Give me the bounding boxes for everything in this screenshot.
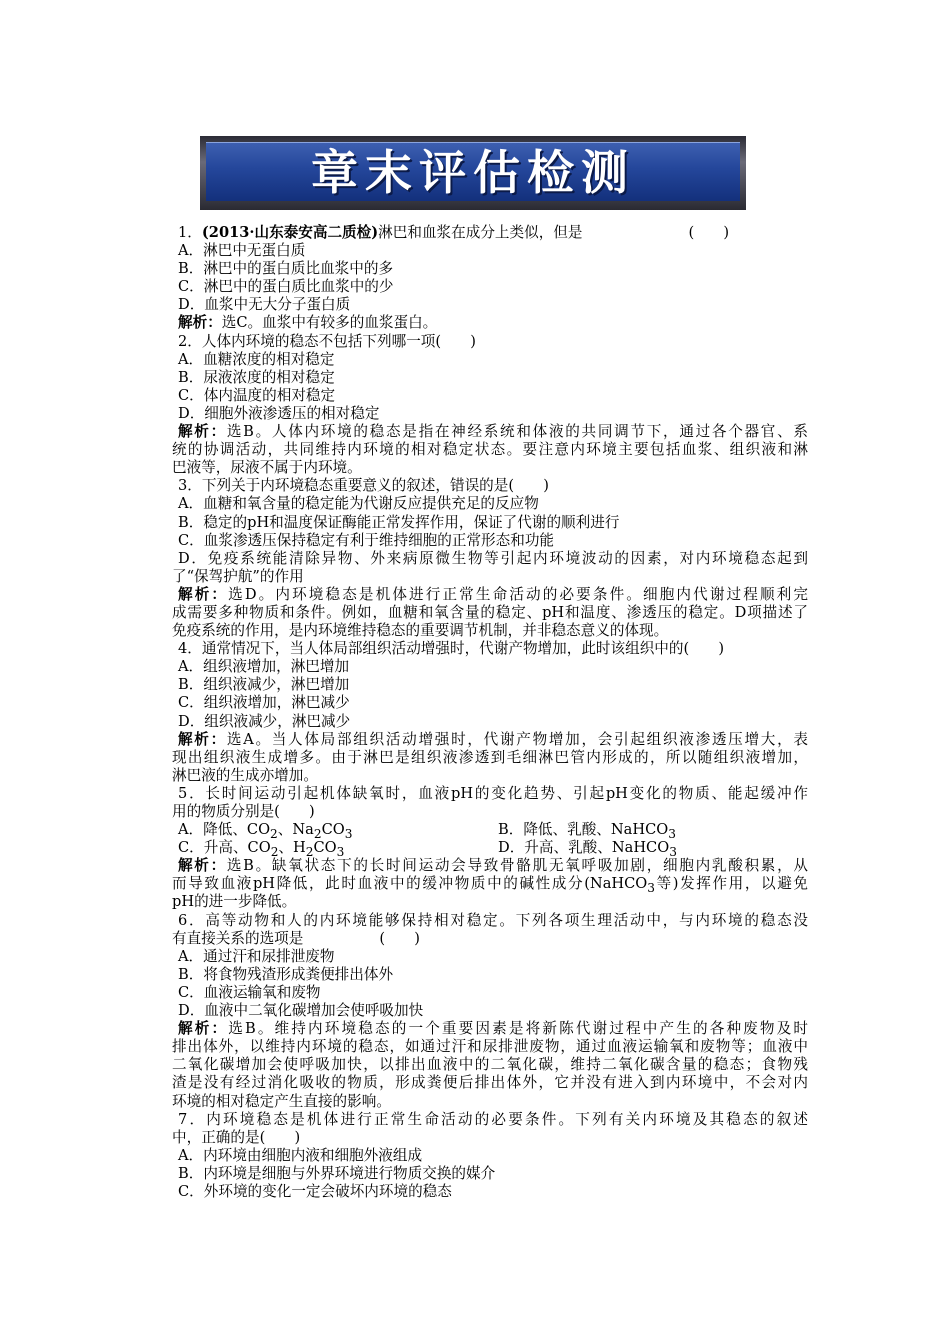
option: D．升高、乳酸、NaHCO$_3$ <box>498 839 677 860</box>
option-continued: 了“保驾护航”的作用 <box>172 567 304 585</box>
option: A．内环境由细胞内液和细胞外液组成 <box>178 1146 423 1164</box>
analysis-line: 排出体外，以维持内环境的稳态，如通过汗和尿排泄废物，通过血液运输氧和废物等；血液中 <box>172 1038 808 1056</box>
question-stem: 5．长时间运动引起机体缺氧时，血液pH的变化趋势、引起pH变化的物质、能起缓冲作 <box>178 784 808 802</box>
question-stem: 6．高等动物和人的内环境能够保持相对稳定。下列各项生理活动中，与内环境的稳态没 <box>178 911 808 929</box>
banner-face <box>206 142 740 201</box>
question-source: (2013·山东泰安高二质检) <box>201 224 379 241</box>
option: D．免疫系统能清除异物、外来病原微生物等引起内环境波动的因素，对内环境稳态起到 <box>178 549 808 567</box>
option: B．内环境是细胞与外界环境进行物质交换的媒介 <box>178 1164 496 1182</box>
answer-blank: ( ) <box>688 224 730 241</box>
option: C．外环境的变化一定会破坏内环境的稳态 <box>178 1182 452 1200</box>
question-stem-continued: 有直接关系的选项是 ( ) <box>172 929 420 947</box>
question-stem-continued: 中，正确的是( ) <box>172 1128 301 1146</box>
question-stem: 2．人体内环境的稳态不包括下列哪一项( ) <box>178 332 476 350</box>
question-stem: 1．(2013·山东泰安高二质检)淋巴和血浆在成分上类似，但是 ( ) <box>178 224 730 241</box>
analysis-line: 淋巴液的生成亦增加。 <box>172 766 318 784</box>
analysis: 解析：选B。人体内环境的稳态是指在神经系统和体液的共同调节下，通过各个器官、系 <box>178 423 808 441</box>
question-stem-continued: 用的物质分别是( ) <box>172 803 315 820</box>
option: B．将食物残渣形成粪便排出体外 <box>178 965 394 983</box>
chapter-banner <box>200 136 746 210</box>
analysis-line: 二氧化碳增加会使呼吸加快，以排出血液中的二氧化碳，维持二氧化碳含量的稳态；食物残 <box>172 1056 808 1074</box>
option: D．血液中二氧化碳增加会使呼吸加快 <box>178 1002 424 1020</box>
option: A．淋巴中无蛋白质 <box>178 242 306 260</box>
question-stem: 7．内环境稳态是机体进行正常生命活动的必要条件。下列有关内环境及其稳态的叙述 <box>178 1110 808 1128</box>
option: B．组织液减少，淋巴增加 <box>178 676 350 694</box>
question-list <box>172 224 808 1201</box>
option: A．通过汗和尿排泄废物 <box>178 947 335 965</box>
analysis-line: 巴液等，尿液不属于内环境。 <box>172 459 362 477</box>
option: A．降低、$CO_2$、$Na_2CO_3$ <box>178 821 353 841</box>
option: B．淋巴中的蛋白质比血浆中的多 <box>178 260 394 278</box>
option: C．淋巴中的蛋白质比血浆中的少 <box>178 278 394 296</box>
analysis: 解析：选D。内环境稳态是机体进行正常生命活动的必要条件。细胞内代谢过程顺利完 <box>178 585 808 603</box>
question-stem: 3．下列关于内环境稳态重要意义的叙述，错误的是( ) <box>178 477 549 495</box>
option: B．尿液浓度的相对稳定 <box>178 368 335 386</box>
analysis-line: 环境的相对稳定产生直接的影响。 <box>172 1092 391 1110</box>
analysis: 解析：选B。维持内环境稳态的一个重要因素是将新陈代谢过程中产生的各种废物及时 <box>178 1020 808 1038</box>
analysis-line: 现出组织液生成增多。由于淋巴是组织液渗透到毛细淋巴管内形成的，所以随组织液增加， <box>172 748 808 766</box>
option: C．血浆渗透压保持稳定有利于维持细胞的正常形态和功能 <box>178 531 555 549</box>
option: A．血糖浓度的相对稳定 <box>178 350 335 368</box>
option: C．体内温度的相对稳定 <box>178 386 336 404</box>
analysis-line: 而导致血液pH降低，此时血液中的缓冲物质中的碱性成分(NaHCO$_3$等)发挥作用，以避免 <box>172 875 809 896</box>
option: A．组织液增加，淋巴增加 <box>178 658 350 676</box>
analysis: 解析：选C。血浆中有较多的血浆蛋白。 <box>178 314 438 332</box>
option: C．升高、$CO_2$、$H_2CO_3$ <box>178 839 345 860</box>
option: B．降低、乳酸、NaHCO$_3$ <box>498 821 676 841</box>
option: D．细胞外液渗透压的相对稳定 <box>178 404 380 422</box>
question-stem: 4．通常情况下，当人体局部组织活动增强时，代谢产物增加，此时该组织中的( ) <box>178 640 725 658</box>
analysis: 解析：选A。当人体局部组织活动增强时，代谢产物增加，会引起组织液渗透压增大，表 <box>178 730 808 748</box>
analysis-line: pH的进一步降低。 <box>172 893 297 911</box>
analysis: 解析：选B。缺氧状态下的长时间运动会导致骨骼肌无氧呼吸加剧，细胞内乳酸积累，从 <box>178 857 808 875</box>
analysis-line: 统的协调活动，共同维持内环境的相对稳定状态。要注意内环境主要包括血浆、组织液和淋 <box>172 441 808 459</box>
option-row <box>172 839 808 860</box>
option: C．组织液增加，淋巴减少 <box>178 694 350 712</box>
option: D．血浆中无大分子蛋白质 <box>178 296 351 314</box>
option: A．血糖和氧含量的稳定能为代谢反应提供充足的反应物 <box>178 495 539 513</box>
analysis-line: 成需要多种物质和条件。例如，血糖和氧含量的稳定、pH和温度、渗透压的稳定。D项描述了 <box>172 603 808 621</box>
analysis-line: 免疫系统的作用，是内环境维持稳态的重要调节机制，并非稳态意义的体现。 <box>172 622 669 640</box>
analysis-line: 渣是没有经过消化吸收的物质，形成粪便后排出体外，它并没有进入到内环境中，不会对内 <box>172 1074 808 1092</box>
option: D．组织液减少，淋巴减少 <box>178 712 351 730</box>
banner-title: 章末评估检测 <box>311 146 635 201</box>
answer-blank: ( ) <box>379 929 420 947</box>
option-row <box>172 821 808 839</box>
option: C．血液运输氧和废物 <box>178 983 321 1001</box>
option: B．稳定的pH和温度保证酶能正常发挥作用，保证了代谢的顺利进行 <box>178 513 620 531</box>
